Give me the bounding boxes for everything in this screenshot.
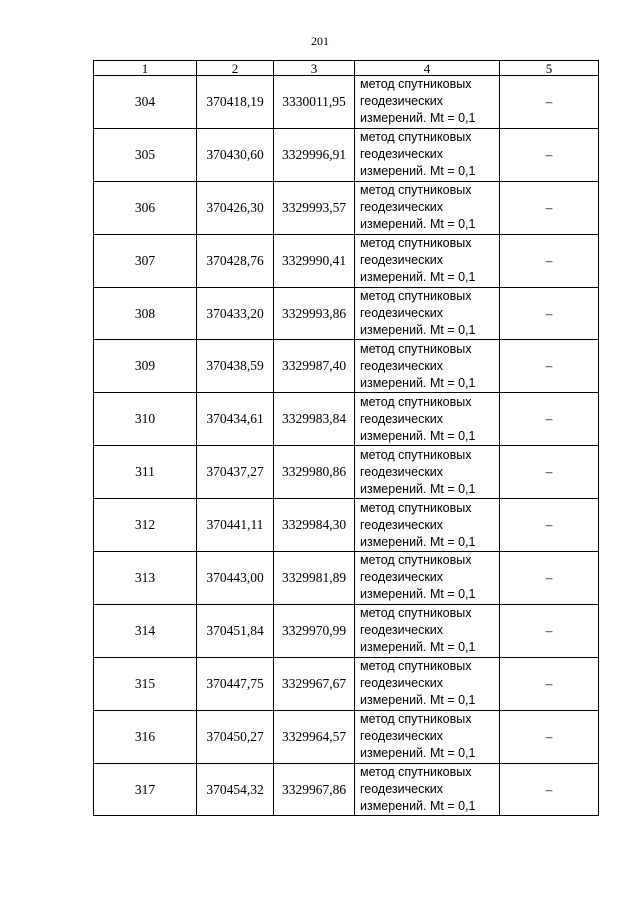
coordinates-table [93,60,599,816]
y-coordinate-cell: 3329996,91 [274,128,355,181]
note-cell: – [500,340,599,393]
method-cell [355,393,500,446]
method-line: метод спутниковых [360,341,472,356]
method-cell [355,604,500,657]
point-number-cell: 316 [94,710,197,763]
method-cell [355,763,500,816]
point-number-cell: 305 [94,128,197,181]
x-coordinate-cell: 370450,27 [197,710,274,763]
table-header-row [94,61,599,76]
y-coordinate-cell: 3329980,86 [274,446,355,499]
y-coordinate-cell: 3329970,99 [274,604,355,657]
method-line: метод спутниковых [360,394,472,409]
method-line: измерений. Mt = 0,1 [360,375,476,390]
column-header-5: 5 [500,61,599,76]
method-cell [355,552,500,605]
method-cell [355,446,500,499]
note-cell: – [500,181,599,234]
method-line: метод спутниковых [360,447,472,462]
x-coordinate-cell: 370434,61 [197,393,274,446]
method-line: геодезических [360,464,444,479]
method-line: измерений. Mt = 0,1 [360,217,476,232]
note-cell: – [500,76,599,129]
x-coordinate-cell: 370441,11 [197,499,274,552]
note-cell: – [500,128,599,181]
method-line: метод спутниковых [360,77,472,92]
x-coordinate-cell: 370433,20 [197,287,274,340]
table-row [94,76,599,129]
table-row [94,763,599,816]
x-coordinate-cell: 370438,59 [197,340,274,393]
column-header-1: 1 [94,61,197,76]
y-coordinate-cell: 3329987,40 [274,340,355,393]
method-line: метод спутниковых [360,500,472,515]
note-cell: – [500,763,599,816]
table-row [94,393,599,446]
page-number: 201 [311,34,329,48]
y-coordinate-cell: 3329993,86 [274,287,355,340]
method-cell [355,657,500,710]
method-line: геодезических [360,411,444,426]
y-coordinate-cell: 3329967,86 [274,763,355,816]
method-line: измерений. Mt = 0,1 [360,799,476,814]
point-number-cell: 309 [94,340,197,393]
y-coordinate-cell: 3329964,57 [274,710,355,763]
table-row [94,287,599,340]
method-line: метод спутниковых [360,289,472,303]
x-coordinate-cell: 370430,60 [197,128,274,181]
x-coordinate-cell: 370451,84 [197,604,274,657]
method-line: измерений. Mt = 0,1 [360,481,476,496]
note-cell: – [500,499,599,552]
x-coordinate-cell: 370447,75 [197,657,274,710]
method-line: метод спутниковых [360,236,472,251]
method-line: геодезических [360,729,444,744]
method-line: метод спутниковых [360,130,472,145]
method-cell [355,181,500,234]
table-row [94,552,599,605]
point-number-cell: 308 [94,287,197,340]
point-number-cell: 311 [94,446,197,499]
y-coordinate-cell: 3329967,67 [274,657,355,710]
method-line: метод спутниковых [360,659,472,674]
column-header-3: 3 [274,61,355,76]
method-cell [355,710,500,763]
point-number-cell: 310 [94,393,197,446]
table-row [94,604,599,657]
method-line: геодезических [360,358,444,373]
point-number-cell: 313 [94,552,197,605]
x-coordinate-cell: 370428,76 [197,234,274,287]
point-number-cell: 307 [94,234,197,287]
method-line: геодезических [360,94,444,109]
note-cell: – [500,710,599,763]
method-cell [355,234,500,287]
method-line: метод спутниковых [360,183,472,198]
method-line: измерений. Mt = 0,1 [360,428,476,443]
method-line: геодезических [360,570,444,585]
method-line: метод спутниковых [360,712,472,727]
method-line: геодезических [360,200,444,215]
method-cell [355,76,500,129]
method-line: измерений. Mt = 0,1 [360,270,476,285]
method-line: измерений. Mt = 0,1 [360,111,476,126]
method-line: измерений. Mt = 0,1 [360,640,476,655]
method-line: измерений. Mt = 0,1 [360,323,476,337]
note-cell: – [500,234,599,287]
column-header-2: 2 [197,61,274,76]
method-line: геодезических [360,676,444,691]
table-row [94,657,599,710]
table-row [94,234,599,287]
y-coordinate-cell: 3329983,84 [274,393,355,446]
note-cell: – [500,287,599,340]
method-line: метод спутниковых [360,765,472,780]
method-cell [355,499,500,552]
y-coordinate-cell: 3329984,30 [274,499,355,552]
table-row [94,446,599,499]
method-cell [355,340,500,393]
x-coordinate-cell: 370418,19 [197,76,274,129]
note-cell: – [500,657,599,710]
note-cell: – [500,552,599,605]
method-line: геодезических [360,517,444,532]
point-number-cell: 314 [94,604,197,657]
y-coordinate-cell: 3329981,89 [274,552,355,605]
note-cell: – [500,393,599,446]
x-coordinate-cell: 370437,27 [197,446,274,499]
point-number-cell: 306 [94,181,197,234]
point-number-cell: 317 [94,763,197,816]
x-coordinate-cell: 370454,32 [197,763,274,816]
point-number-cell: 315 [94,657,197,710]
y-coordinate-cell: 3329993,57 [274,181,355,234]
method-line: геодезических [360,623,444,638]
method-line: геодезических [360,306,444,320]
table-row [94,499,599,552]
method-line: измерений. Mt = 0,1 [360,164,476,179]
table-row [94,710,599,763]
x-coordinate-cell: 370443,00 [197,552,274,605]
column-header-4: 4 [355,61,500,76]
method-line: метод спутниковых [360,553,472,568]
method-cell [355,128,500,181]
method-line: геодезических [360,253,444,268]
table-body [94,76,599,816]
method-line: измерений. Mt = 0,1 [360,693,476,708]
y-coordinate-cell: 3330011,95 [274,76,355,129]
method-cell [355,287,500,340]
method-line: геодезических [360,147,444,162]
note-cell: – [500,604,599,657]
y-coordinate-cell: 3329990,41 [274,234,355,287]
note-cell: – [500,446,599,499]
table-row [94,181,599,234]
method-line: измерений. Mt = 0,1 [360,587,476,602]
point-number-cell: 312 [94,499,197,552]
table-row [94,340,599,393]
point-number-cell: 304 [94,76,197,129]
method-line: измерений. Mt = 0,1 [360,534,476,549]
table-row [94,128,599,181]
method-line: геодезических [360,782,444,797]
x-coordinate-cell: 370426,30 [197,181,274,234]
method-line: метод спутниковых [360,606,472,621]
method-line: измерений. Mt = 0,1 [360,746,476,761]
